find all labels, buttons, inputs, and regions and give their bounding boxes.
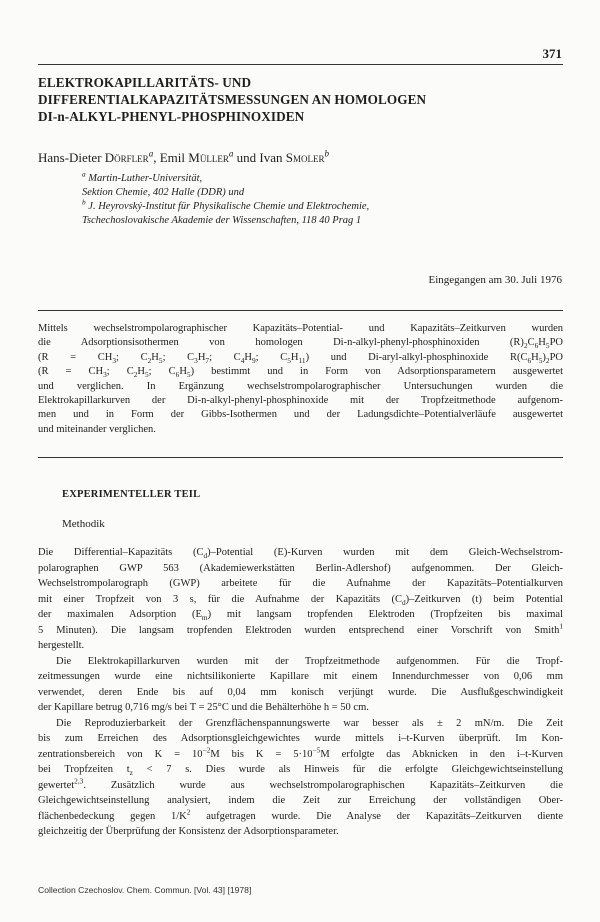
journal-footer: Collection Czechoslov. Chem. Commun. [Vol. 43] [1978] [38, 885, 252, 895]
author-1-last: Dörfler [104, 150, 149, 165]
body-line: Wechselstrompolarograph (GWP) arbeitete für die Aufnahme der Kapazitäts–Potentialkurven [38, 578, 563, 589]
abstract-line: Elektrokapillarkurven der Di-n-alkyl-phenyl-phosphinoxide mit der Tropfzeitmethode aufgenom- [38, 395, 563, 407]
author-3-last: Smoler [285, 150, 325, 165]
body-line: Gleichgewichtseinstellung analysiert, indem die Zeit zur Erreichung der vollständigen Ober- [38, 795, 563, 806]
affiliation-b-line-1: $^b$ J. Heyrovský-Institut für Physikalische Chemie und Elektrochemie, [82, 197, 370, 212]
body-text [38, 545, 563, 840]
body-line: bis zum Erreichen des Adsorptionsgleichgewichtes wurde mittels i–t-Kurven überprüft. Im Kon- [38, 733, 563, 744]
abstract-bottom-rule [38, 457, 563, 458]
body-line: zentrationsbereich von $K = 10^{-2}M$ bis $K = 5\cdot 10^{-5}M$ erfolgte das Abknicken in den i–t-Kurven [38, 745, 563, 760]
abstract [38, 322, 563, 437]
author-2-first: Emil [159, 150, 189, 165]
author-sep: und [233, 150, 260, 165]
body-line: Die Reproduzierbarkeit der Grenzflächenspannungswerte war besser als ± 2 mN/m. Die Zeit [56, 717, 563, 729]
affiliation-b-line-2: Tschechoslovakische Akademie der Wissenschaften, 118 40 Prag 1 [82, 215, 362, 226]
affil-b-marker: b [82, 197, 86, 207]
abstract-line: Mittels wechselstrompolarographischer Kapazitäts–Potential- und Kapazitäts–Zeitkurven wurden [38, 323, 563, 334]
body-line: mit einer Tropfzeit von 3 s, für die Aufnahme der Kapazitäts $(C_d)$–Zeitkurven (t) beim Potential [38, 593, 563, 607]
abstract-top-rule [38, 310, 563, 311]
author-2-affil: a [228, 148, 234, 159]
body-line: gleichzeitig der Überprüfung der Konsistenz der Adsorptionsparameter. [38, 826, 339, 837]
body-line: zeitmessungen wurde eine nichtsilikonierte Kapillare mit einem Innendurchmesser von 0,06 mm [38, 671, 563, 682]
affiliation-a-line-1: $^a$ Martin-Luther-Universität, [82, 169, 203, 184]
title-line-2: DIFFERENTIALKAPAZITÄTSMESSUNGEN AN HOMOLOGEN [38, 92, 427, 107]
subsection-heading: Methodik [62, 518, 105, 530]
section-heading: EXPERIMENTELLER TEIL [62, 489, 201, 500]
body-line: der Kapillare betrug 0,716 mg/s bei T = 25°C und die Behälterhöhe h = 50 cm. [38, 702, 369, 713]
body-line: 5 Minuten). Die langsam tropfenden Elektroden wurden entsprechend einer Vorschrift von Smith$^1$ [38, 621, 563, 636]
affiliations [82, 169, 552, 228]
page-number: 371 [542, 46, 562, 61]
author-1-first: Hans-Dieter [38, 150, 105, 165]
body-line: flächenbedeckung gegen $1/K^2$ aufgetragen wurde. Die Analyse der Kapazitäts–Zeitkurven diente [38, 807, 563, 822]
abstract-line: die Adsorptionsisothermen von homologen Di-n-alkyl-phenyl-phosphinoxiden $(R)_2C_6H_5PO$ [38, 337, 563, 351]
abstract-line: und miteinander verglichen. [38, 423, 156, 435]
author-list [38, 150, 329, 166]
affiliation-a-line-2: Sektion Chemie, 402 Halle (DDR) und [82, 187, 245, 198]
author-3-affil: b [324, 148, 330, 159]
author-3-first: Ivan [259, 150, 286, 165]
affil-a-marker: a [82, 169, 86, 179]
abstract-line: und verglichen. In Ergänzung wechselstrompolarographischer Untersuchungen wurden die [38, 380, 563, 392]
author-2-last: Müller [188, 150, 229, 165]
title-line-1: ELEKTROKAPILLARITÄTS- UND [38, 75, 252, 90]
title-line-3: DI-n-ALKYL-PHENYL-PHOSPHINOXIDEN [38, 109, 305, 124]
abstract-line: men und in Form der Gibbs-Isothermen und der Ladungsdichte–Potentialverläufe ausgewertet [38, 409, 563, 421]
author-sep: , [153, 150, 160, 165]
abstract-line: ($R = CH_3$; $C_2H_5$; $C_6H_5$) bestimmt und in Form von Adsorptionsparametern ausgewertet [38, 366, 563, 380]
abstract-line: ($R = CH_3$; $C_2H_5$; $C_3H_7$; $C_4H_9$; $C_5H_{11}$) und Di-aryl-alkyl-phosphinoxide $R(C_6H_5)_2PO$ [38, 351, 564, 365]
body-line: gewertet$^{2,3}$. Zusätzlich wurde aus wechselstrompolarographischen Kapazitäts–Zeitkurven die [38, 776, 563, 791]
body-line: Die Differential–Kapazitäts $(C_d)$–Potential (E)-Kurven wurden mit dem Gleich-Wechselstrom- [38, 547, 563, 561]
header-rule [38, 64, 563, 65]
body-line: der maximalen Adsorption $(E_m)$ mit langsam tropfenden Elektroden (Tropfzeiten bis maximal [38, 609, 563, 623]
author-1-affil: a [148, 148, 154, 159]
body-line: polarographen GWP 563 (Akademiewerkstätten Berlin-Adlershof) aufgenommen. Der Gleich- [38, 562, 563, 574]
body-line: Die Elektrokapillarkurven wurden mit der Tropfzeitmethode aufgenommen. Für die Tropf- [56, 655, 563, 667]
body-line: bei Tropfzeiten $t_z < 7$ s. Dies wurde als Hinweis für die erfolgte Gleichgewichtseinstellung [38, 764, 563, 778]
body-line: hergestellt. [38, 640, 85, 651]
article-title [38, 74, 563, 125]
body-line: verwendet, deren Ende bis auf 0,04 mm konisch verjüngt wurde. Die Ausflußgeschwindigkeit [38, 686, 563, 698]
received-date: Eingegangen am 30. Juli 1976 [428, 274, 562, 286]
